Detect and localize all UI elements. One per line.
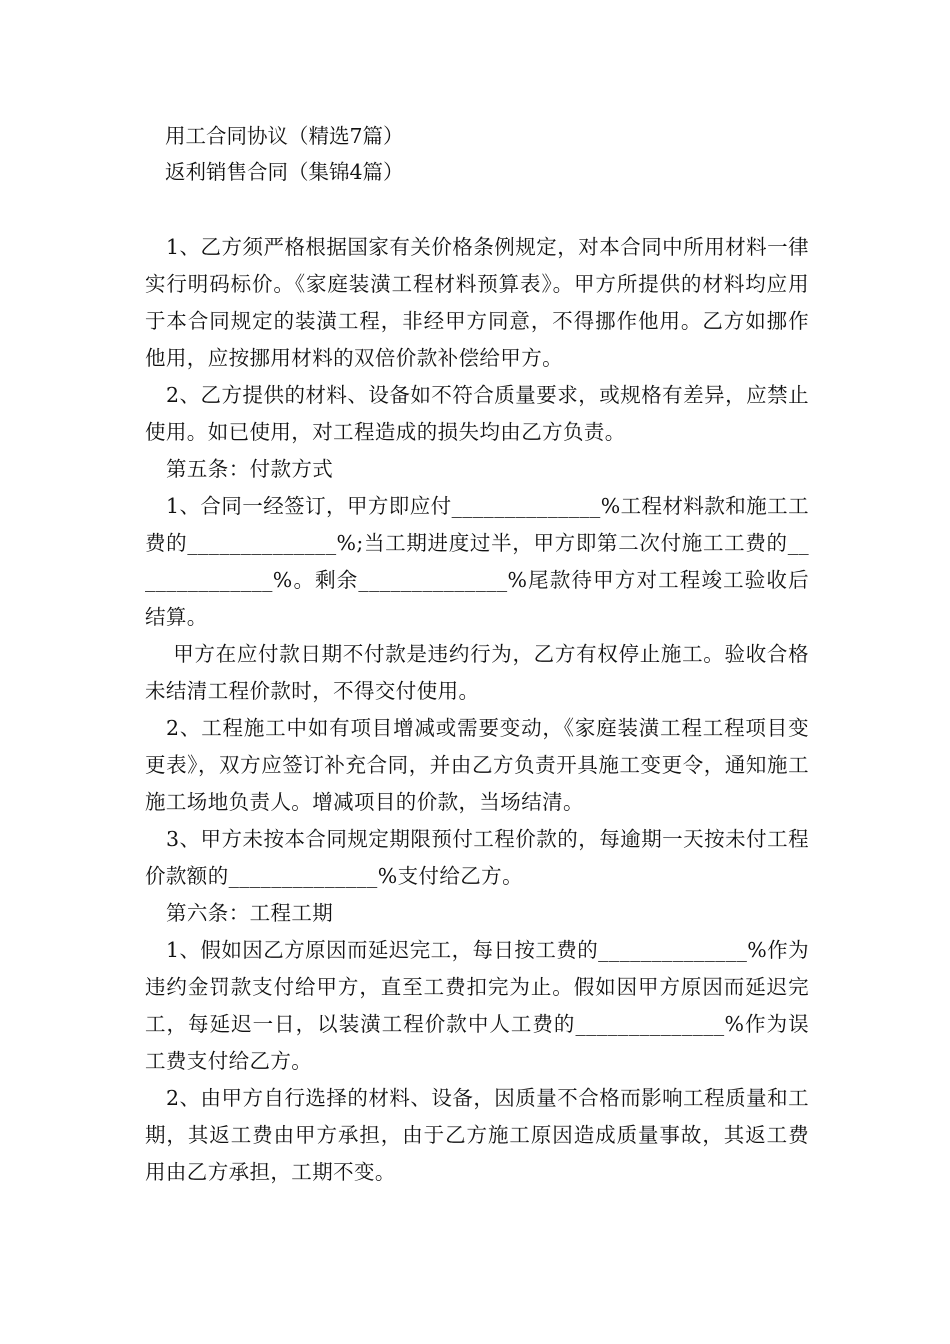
- contract-body: [145, 229, 809, 1191]
- section-heading-payment: 第五条：付款方式: [166, 457, 334, 481]
- material-quality-clause: 2、乙方提供的材料、设备如不符合质量要求，或规格有差异，应禁止使用。如已使用，对工程造成的损失均由乙方负责。: [145, 383, 809, 444]
- project-change-clause: 2、工程施工中如有项目增减或需要变动，《家庭装潢工程工程项目变更表》，双方应签订补充合同，并由乙方负责开具施工变更令，通知施工施工场地负责人。增减项目的价款，当场结清。: [145, 716, 809, 814]
- overdue-prepayment-clause: 3、甲方未按本合同规定期限预付工程价款的，每逾期一天按未付工程价款额的______________%支付给乙方。: [145, 827, 809, 888]
- related-link-labor-contract[interactable]: 用工合同协议（精选7篇）: [165, 124, 404, 148]
- material-pricing-clause: 1、乙方须严格根据国家有关价格条例规定，对本合同中所用材料一律实行明码标价。《家庭装潢工程材料预算表》。甲方所提供的材料均应用于本合同规定的装潢工程，非经甲方同意，不得挪作他用。乙方如挪作他用，应按挪用材料的双倍价款补偿给甲方。: [145, 235, 809, 370]
- delay-penalty-clause: 1、假如因乙方原因而延迟完工，每日按工费的______________%作为违约金罚款支付给甲方，直至工费扣完为止。假如因甲方原因而延迟完工，每延迟一日，以装潢工程价款中人工费的______________%作为误工费支付给乙方。: [145, 938, 809, 1073]
- rework-cost-clause: 2、由甲方自行选择的材料、设备，因质量不合格而影响工程质量和工期，其返工费由甲方承担，由于乙方施工原因造成质量事故，其返工费用由乙方承担，工期不变。: [145, 1086, 809, 1184]
- related-link-rebate-contract[interactable]: 返利销售合同（集锦4篇）: [165, 160, 404, 184]
- section-heading-schedule: 第六条：工程工期: [166, 901, 334, 925]
- payment-schedule-clause: 1、合同一经签订，甲方即应付______________%工程材料款和施工工费的______________%;当工期进度过半，甲方即第二次付施工工费的______________%。剩余______________%尾款待甲方对工程竣工验收后结算。: [145, 494, 809, 629]
- related-links: [165, 118, 825, 190]
- late-payment-clause: 甲方在应付款日期不付款是违约行为，乙方有权停止施工。验收合格未结清工程价款时，不得交付使用。: [145, 642, 810, 703]
